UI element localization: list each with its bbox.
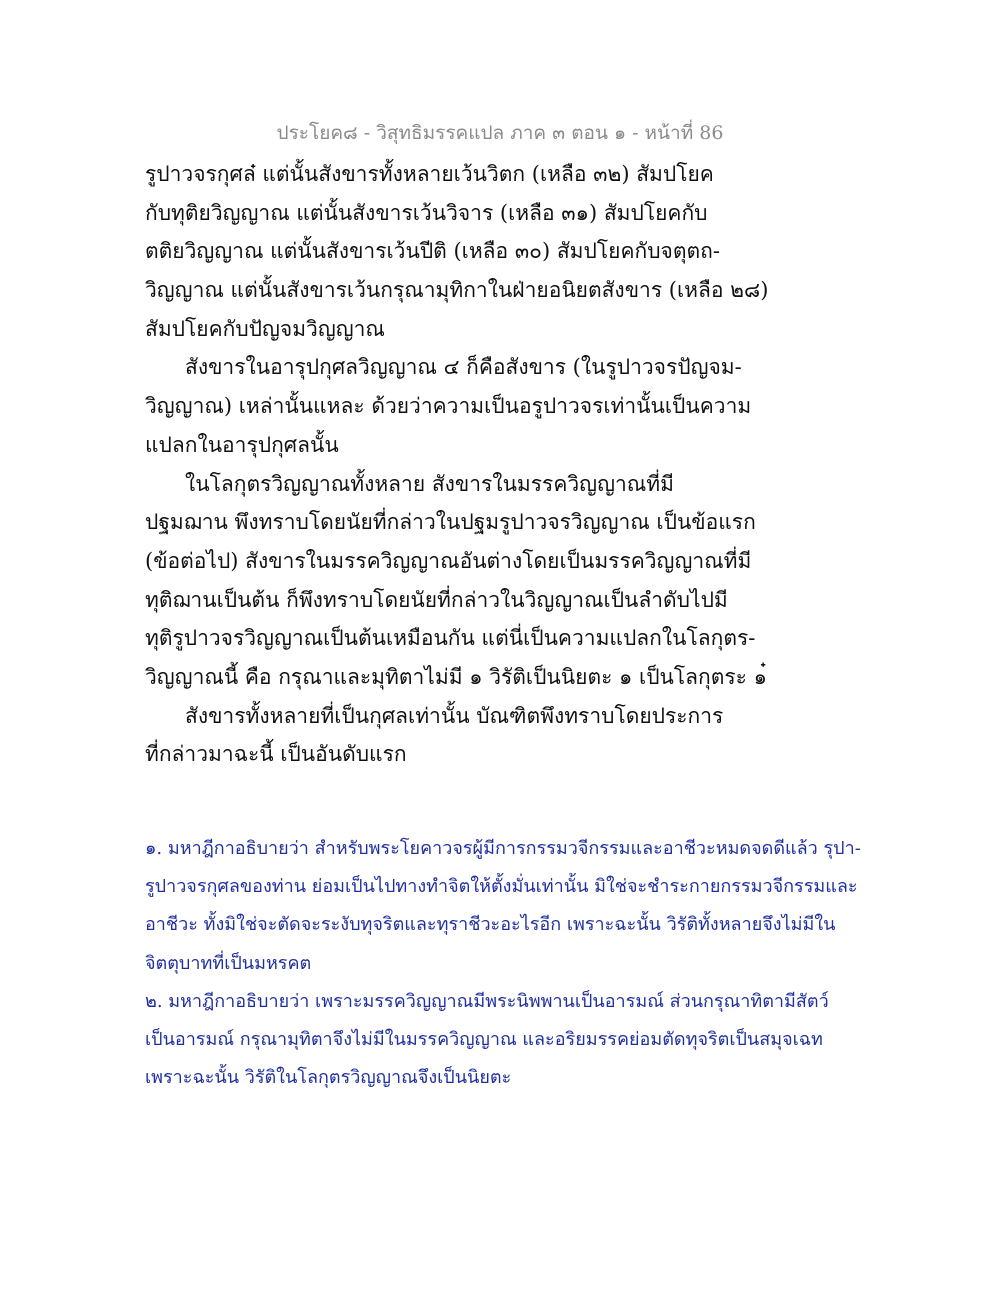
body-line: สังขารทั้งหลายที่เป็นกุศลเท่านั้น บัณฑิตพึงทราบโดยประการ bbox=[185, 703, 724, 728]
footnote-line: จิตตุบาทที่เป็นมหรคต bbox=[145, 952, 312, 974]
footnote-line: รูปาวจรกุศลของท่าน ย่อมเป็นไปทางทำจิตให้ตั้งมั่นเท่านั้น มิใช่จะชำระกายกรรมวจีกรรมและ bbox=[145, 876, 858, 898]
footnote-line: อาชีวะ ทั้งมิใช่จะตัดจะระงับทุจริตและทุราชีวะอะไรอีก เพราะฉะนั้น วิรัติทั้งหลายจึงไม่มีใน bbox=[145, 914, 836, 936]
body-line: ทุติฌานเป็นต้น ก็พึงทราบโดยนัยที่กล่าวในวิญญาณเป็นลำดับไปมี bbox=[145, 587, 728, 612]
body-line: ตติยวิญญาณ แต่นั้นสังขารเว้นปีติ (เหลือ ๓๐) สัมปโยคกับจตุตถ- bbox=[145, 239, 720, 264]
body-line: รูปาวจรกุศล๋ แต่นั้นสังขารทั้งหลายเว้นวิตก (เหลือ ๓๒) สัมปโยค bbox=[145, 162, 714, 186]
footnote-line: เป็นอารมณ์ กรุณามุทิตาจึงไม่มีในมรรควิญญาณ และอริยมรรคย่อมตัดทุจริตเป็นสมุจเฉท bbox=[145, 1028, 823, 1050]
body-line: แปลกในอารุปกุศลนั้น bbox=[145, 432, 339, 457]
page-header bbox=[0, 118, 1000, 148]
body-line: วิญญาณ) เหล่านั้นแหละ ด้วยว่าความเป็นอรูปาวจรเท่านั้นเป็นความ bbox=[145, 394, 752, 419]
footnote-line: ๑. มหาฎีกาอธิบายว่า สำหรับพระโยคาวจรผู้มีการกรรมวจีกรรมและอาชีวะหมดจดดีแล้ว รุปา- bbox=[145, 838, 861, 859]
footnote-line: เพราะฉะนั้น วิรัติในโลกุตรวิญญาณจึงเป็นนิยตะ bbox=[145, 1067, 512, 1089]
footnote-line: ๒. มหาฎีกาอธิบายว่า เพราะมรรควิญญาณมีพระนิพพานเป็นอารมณ์ ส่วนกรุณาทิตามีสัตว์ bbox=[145, 990, 829, 1012]
page-header-text: ประโยค๘ - วิสุทธิมรรคแปล ภาค ๓ ตอน ๑ - หน้าที่ 86 bbox=[276, 122, 724, 144]
body-line: (ข้อต่อไป) สังขารในมรรควิญญาณอันต่างโดยเป็นมรรควิญญาณที่มี bbox=[145, 548, 752, 573]
footnotes bbox=[145, 830, 865, 1097]
body-line: ปฐมฌาน พึงทราบโดยนัยที่กล่าวในปฐมรูปาวจรวิญญาณ เป็นข้อแรก bbox=[145, 510, 756, 535]
body-line: ในโลกุตรวิญญาณทั้งหลาย สังขารในมรรควิญญาณที่มี bbox=[185, 471, 674, 496]
body-line: วิญญาณ แต่นั้นสังขารเว้นกรุณามุทิกาในฝ่ายอนิยตสังขาร (เหลือ ๒๘) bbox=[145, 278, 769, 303]
body-line: ที่กล่าวมาฉะนี้ เป็นอันดับแรก bbox=[145, 742, 407, 767]
body-line: กับทุติยวิญญาณ แต่นั้นสังขารเว้นวิจาร (เหลือ ๓๑) สัมปโยคกับ bbox=[145, 200, 708, 225]
body-line: วิญญาณนี้ คือ กรุณาและมุทิตาไม่มี ๑ วิรัติเป็นนิยตะ ๑ เป็นโลกุตระ ๑๋ bbox=[145, 664, 767, 689]
body-text bbox=[145, 155, 865, 774]
body-line: สังขารในอารุปกุศลวิญญาณ ๔ ก็คือสังขาร (ในรูปาวจรปัญจม- bbox=[185, 355, 742, 380]
body-line: สัมปโยคกับปัญจมวิญญาณ bbox=[145, 316, 385, 341]
body-line: ทุติรูปาวจรวิญญาณเป็นต้นเหมือนกัน แต่นี่เป็นความแปลกในโลกุตร- bbox=[145, 626, 756, 651]
